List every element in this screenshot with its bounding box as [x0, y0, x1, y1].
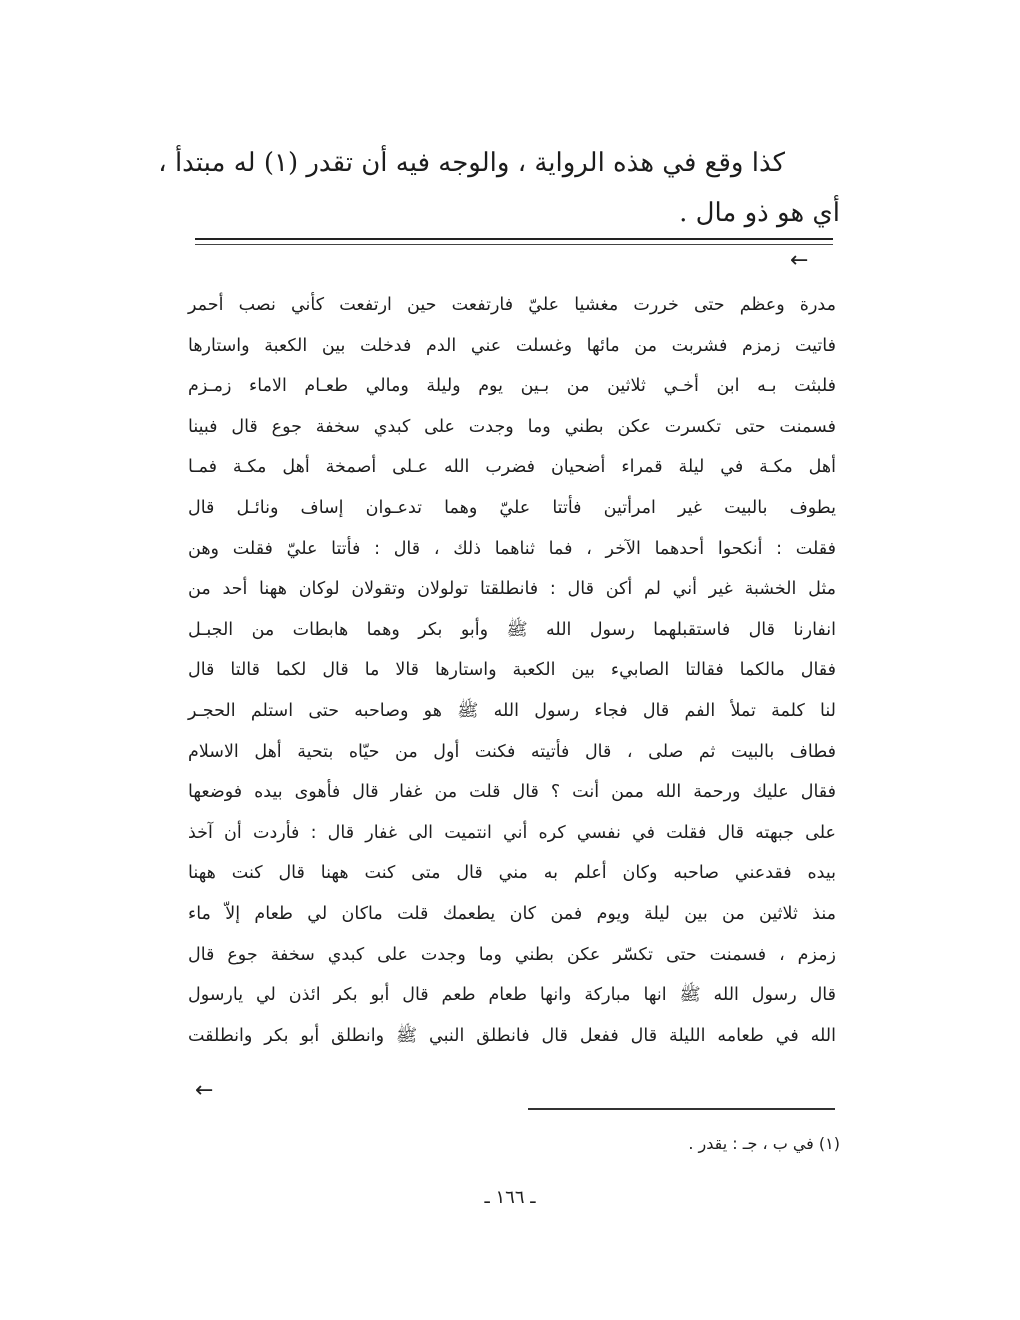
header-line: كذا وقع في هذه الرواية ، والوجه فيه أن تقدر (١) له مبتدأ ، [158, 148, 785, 178]
text-line: لنا كلمة تملأ الفم قال فجاء رسول الله ﷺ هو وصاحبه حتى استلم الحجـر [188, 700, 836, 721]
page-number: ـ ١٦٦ ـ [484, 1187, 536, 1208]
text-line: مدرة وعظم حتى خررت مغشيا عليّ فارتفعت حين ارتفعت كأني نصب أحمر [188, 295, 836, 315]
text-line: فاتيت زمزم فشربت من مائها وغسلت عني الدم فدخلت بين الكعبة واستارها [188, 335, 836, 356]
header-line: أي هو ذو مال . [679, 198, 840, 228]
body-text [188, 285, 836, 1056]
text-line: قال رسول الله ﷺ انها مباركة وانها طعام طعم قال أبو بكر ائذن لي يارسول [188, 985, 836, 1006]
text-line: يطوف بالبيت غير امرأتين فأتتا عليّ وهما تدعـوان إساف ونائـل قال [188, 497, 836, 518]
text-line: فسمنت حتى تكسرت عكن بطني وما وجدت على كبدي سخفة جوع قال فبينا [188, 416, 836, 437]
text-line: فقال مالكما فقالتا الصابيء بين الكعبة واستارها قالا ما قال لكما قالتا قال [188, 660, 836, 681]
footnote: (١) في ب ، جـ : يقدر . [688, 1134, 840, 1153]
text-line: بيده فقدعني صاحبه وكان أعلم به مني قال متى كنت ههنا قال كنت ههنا [188, 863, 836, 884]
text-line: على جبهته قال فقلت في نفسي كره أني انتميت الى غفار قال : فأردت أن آخذ [188, 822, 836, 843]
continuation-arrow-icon: ← [790, 248, 809, 273]
text-line: فقلت : أنكحوا أحدهما الآخر ، فما ثناهما ذلك ، قال : فأتتا عليّ فقلت وهن [188, 538, 836, 559]
footnote-divider [528, 1108, 835, 1110]
text-line: فلبثت بـه ابن أخـي ثلاثين من بـين يوم وليلة ومالي طعـام الاماء زمـزم [188, 376, 836, 397]
text-line: زمزم ، فسمنت حتى تكسّر عكن بطني وما وجدت على كبدي سخفة جوع قال [188, 944, 836, 965]
header-paragraph [158, 138, 840, 238]
section-divider [195, 238, 833, 245]
text-line: الله في طعامه الليلة قال ففعل قال فانطلق النبي ﷺ وانطلق أبو بكر وانطلقت [188, 1025, 836, 1046]
text-line: مثل الخشبة غير أني لم أكن قال : فانطلقتا تولولان وتقولان لوكان ههنا أحد من [188, 579, 836, 600]
continuation-arrow-icon: ← [195, 1078, 214, 1103]
text-line: منذ ثلاثين من بين ليلة ويوم فمن كان يطعمك قلت ماكان لي طعام إلاّ ماء [188, 903, 836, 924]
text-line: انفارنا قال فاستقبلهما رسول الله ﷺ وأبو بكر وهما هابطات من الجبـل [188, 619, 836, 640]
text-line: أهل مكـة في ليلة قمراء أضحيان فضرب الله عـلى أصمخة أهل مكـة فمـا [188, 457, 836, 478]
text-line: فقال عليك ورحمة الله ممن أنت ؟ قال قلت من غفار قال فأهوى بيده فوضعها [188, 782, 836, 803]
text-line: فطاف بالبيت ثم صلى ، قال فأتيته فكنت أول من حيّاه بتحية أهل الاسلام [188, 741, 836, 762]
